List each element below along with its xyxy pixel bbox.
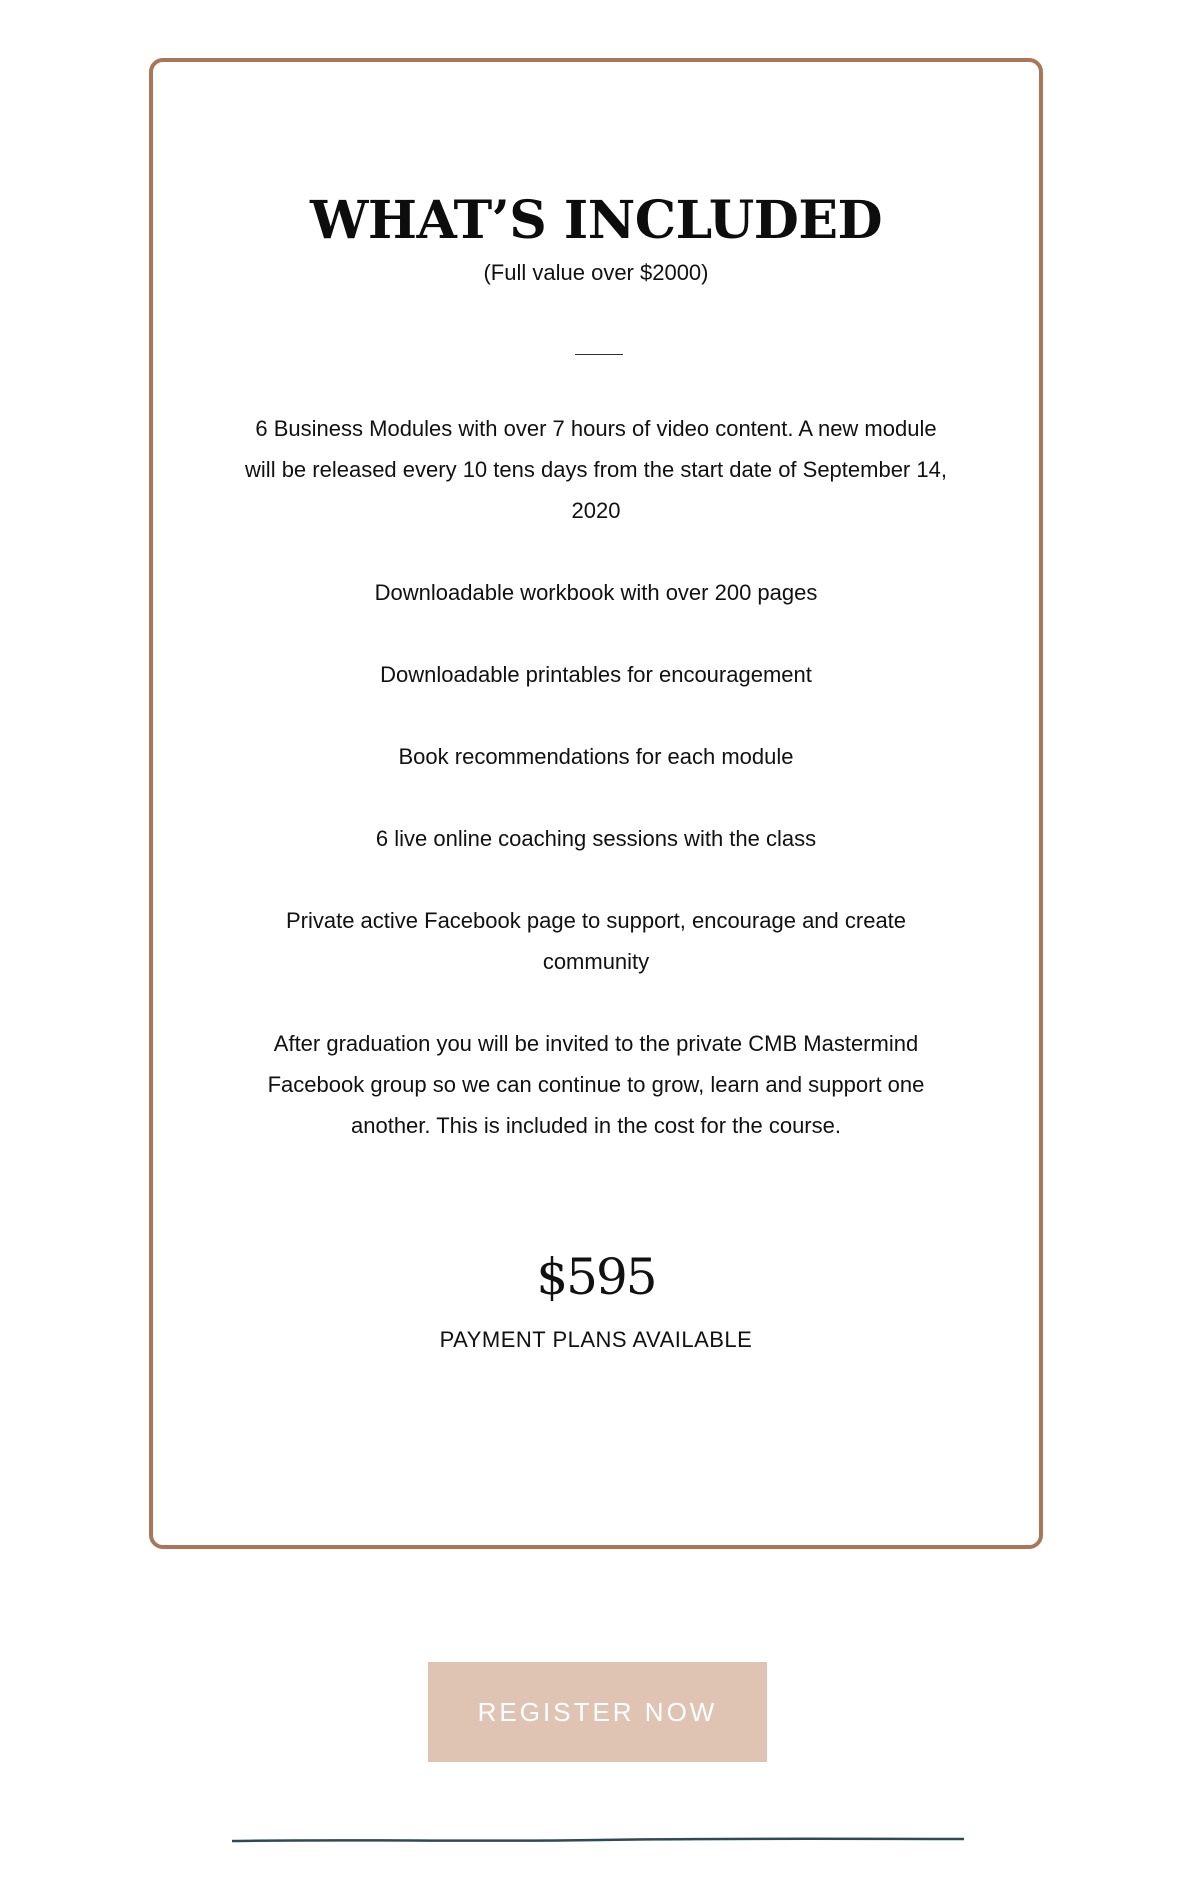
feature-list xyxy=(243,408,949,1146)
register-now-button[interactable]: REGISTER NOW xyxy=(428,1662,767,1762)
feature-item: Book recommendations for each module xyxy=(398,744,794,769)
footer-divider-line xyxy=(232,1836,964,1844)
feature-item: 6 live online coaching sessions with the class xyxy=(375,826,817,851)
section-title: WHAT’S INCLUDED xyxy=(309,190,883,251)
feature-item: After graduation you will be invited to the private CMB Mastermind Facebook group so we can continue to grow, learn and support one another. This is included in the cost for the course. xyxy=(267,1031,925,1138)
feature-item: 6 Business Modules with over 7 hours of video content. A new module will be released every 10 tens days from the start date of September 14, 2020 xyxy=(245,416,947,523)
feature-item: Downloadable workbook with over 200 pages xyxy=(374,580,818,605)
feature-item: Private active Facebook page to support, encourage and create community xyxy=(285,908,907,974)
whats-included-card xyxy=(149,58,1043,1549)
price: $595 xyxy=(536,1248,656,1306)
feature-item: Downloadable printables for encouragement xyxy=(380,662,812,687)
value-subtitle: (Full value over $2000) xyxy=(483,260,709,285)
payment-plans-note: PAYMENT PLANS AVAILABLE xyxy=(439,1327,753,1352)
divider-line xyxy=(575,354,623,355)
